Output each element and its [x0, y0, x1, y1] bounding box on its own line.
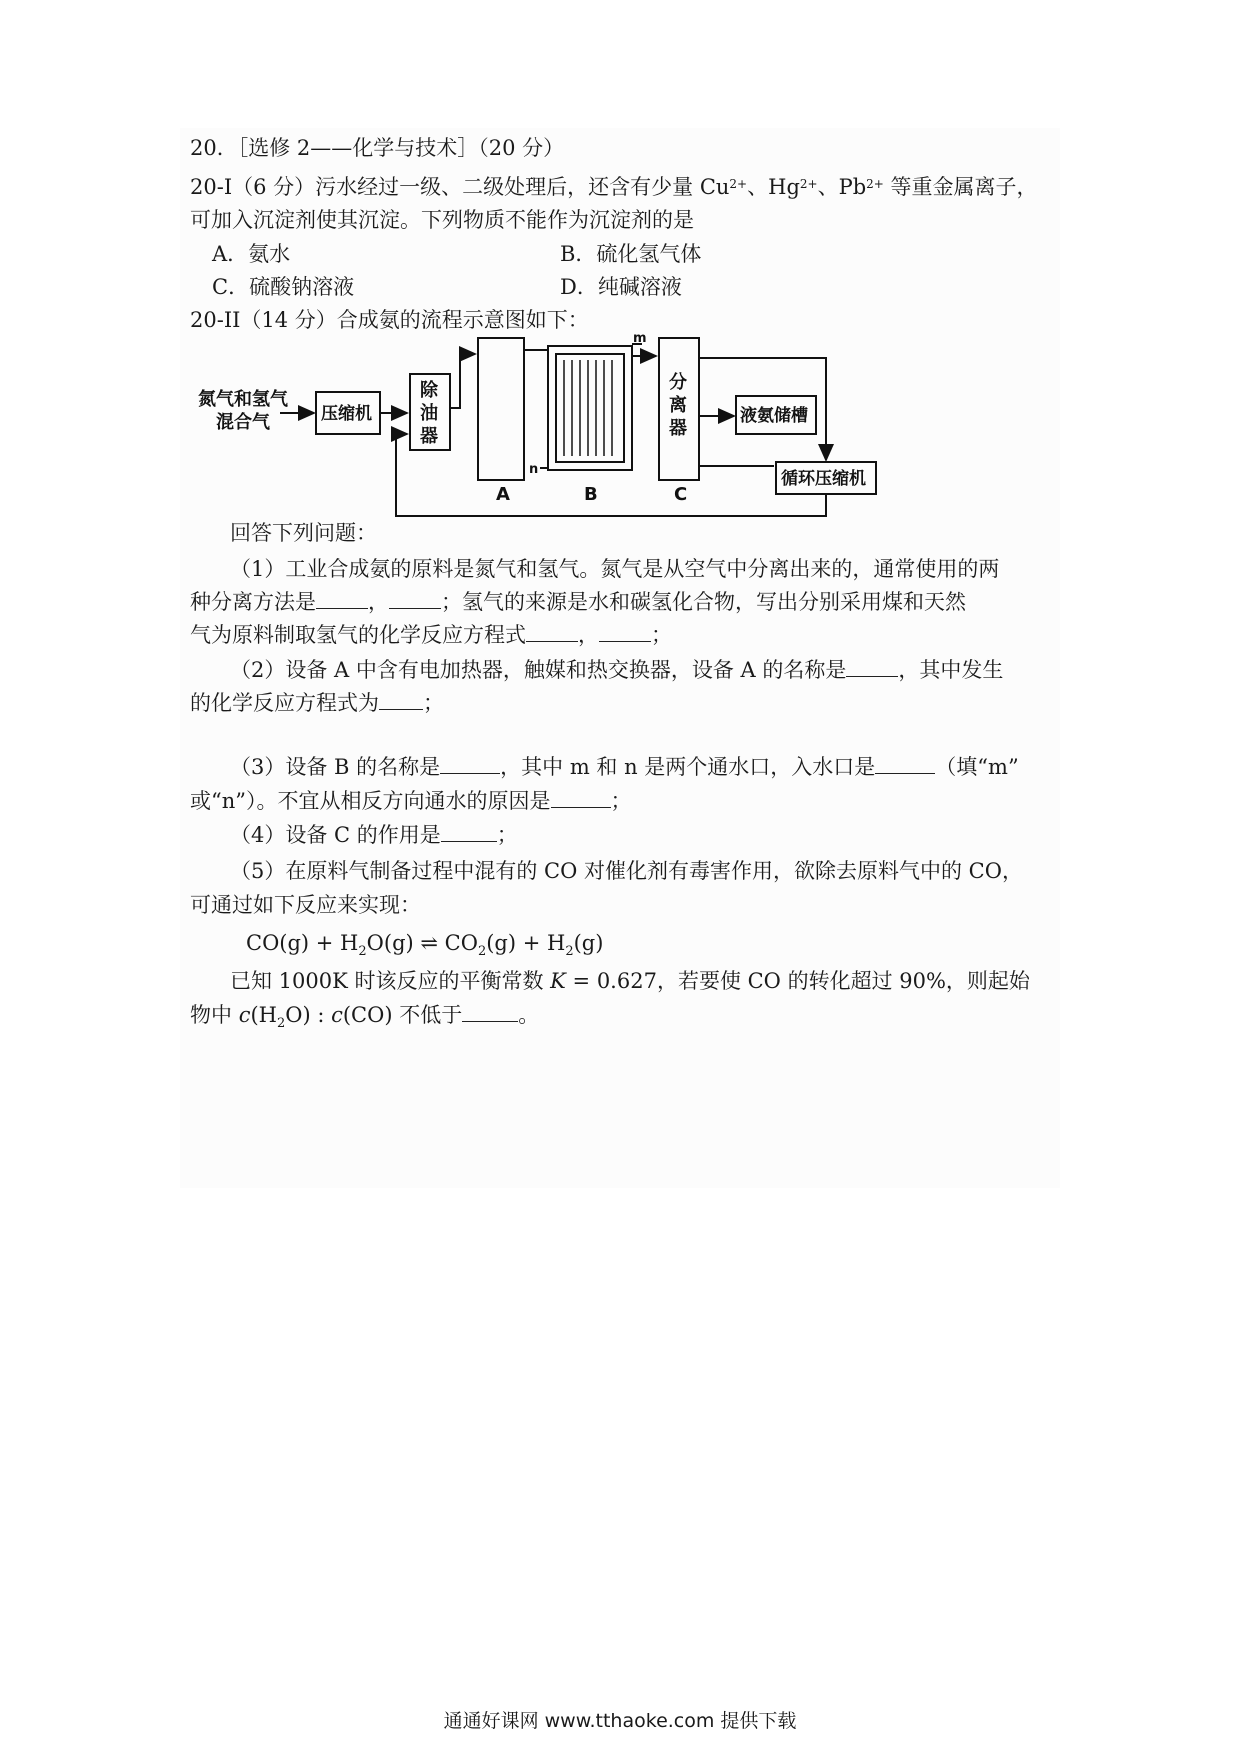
blank-3[interactable] — [526, 621, 578, 642]
label-a: A — [496, 484, 510, 505]
blank-6[interactable] — [379, 689, 423, 710]
compressor-label: 压缩机 — [321, 404, 372, 424]
q5-line2: 可通过如下反应来实现： — [190, 893, 421, 917]
label-b: B — [584, 484, 598, 505]
deoiler-char-1: 除 — [420, 380, 438, 401]
option-a: A．氨水 — [212, 242, 291, 266]
label-c: C — [674, 484, 688, 505]
prompt: 回答下列问题： — [230, 521, 377, 545]
blank-2[interactable] — [389, 588, 441, 609]
deoiler-char-3: 器 — [420, 426, 438, 447]
equilibrium-equation: $CO(g) + H_2O(g)$ ⇌ $CO_2(g) + H_2(g)$ — [246, 931, 604, 960]
q5-line1: （5）在原料气制备过程中混有的 CO 对催化剂有毒害作用，欲除去原料气中的 CO， — [230, 859, 1023, 883]
option-d: D．纯碱溶液 — [560, 275, 682, 299]
q2-line1: （2）设备 A 中含有电加热器，触媒和热交换器，设备 A 的名称是 ，其中发生 — [230, 658, 1004, 682]
part2-title: 20-II（14 分）合成氨的流程示意图如下： — [190, 308, 589, 332]
separator-char-3: 器 — [669, 418, 687, 439]
blank-5[interactable] — [846, 656, 898, 677]
blank-8[interactable] — [875, 753, 935, 774]
blank-7[interactable] — [440, 753, 500, 774]
ammonia-synthesis-flow-diagram — [198, 331, 970, 580]
footer-watermark: 通通好课网 www.tthaoke.com 提供下载 — [443, 1710, 797, 1732]
part1-stem-line1: 20-I（6 分）污水经过一级、二级处理后，还含有少量 $Cu^{2+}$、$Hg^{2+}$、$Pb^{2+}$ 等重金属离子， — [190, 175, 1038, 199]
feed-label-line1: 氮气和氢气 — [198, 389, 288, 410]
q3-line2: 或“n”）。不宜从相反方向通水的原因是 ； — [190, 789, 632, 813]
blank-4[interactable] — [599, 621, 651, 642]
blank-9[interactable] — [551, 787, 611, 808]
q5-line3: 已知 1000K 时该反应的平衡常数 K = 0.627，若要使 CO 的转化超过 90%，则起始 — [230, 969, 1030, 993]
part1-stem-line2: 可加入沉淀剂使其沉淀。下列物质不能作为沉淀剂的是 — [190, 208, 694, 232]
q1-line2: 种分离方法是 ， ；氢气的来源是水和碳氢化合物，写出分别采用煤和天然 — [190, 590, 966, 614]
port-m: m — [633, 331, 647, 346]
blank-1[interactable] — [316, 588, 368, 609]
blank-10[interactable] — [441, 821, 497, 842]
feed-label-line2: 混合气 — [216, 412, 270, 433]
section-header: 20．［选修 2——化学与技术］（20 分） — [190, 136, 565, 160]
q1-line1: （1）工业合成氨的原料是氮气和氢气。氮气是从空气中分离出来的，通常使用的两 — [230, 557, 1000, 581]
option-b: B．硫化氢气体 — [560, 242, 702, 266]
port-n: n — [529, 462, 539, 477]
deoiler-char-2: 油 — [420, 403, 438, 424]
recycle-label: 循环压缩机 — [781, 469, 866, 489]
blank-11[interactable] — [462, 1001, 518, 1022]
q5-line4: 物中 $c(H_2O)$ : c(CO) 不低于 。 — [190, 1003, 540, 1032]
q2-line2: 的化学反应方程式为 ； — [190, 691, 444, 715]
q3-line1: （3）设备 B 的名称是 ，其中 m 和 n 是两个通水口，入水口是 （填“m” — [230, 755, 1019, 779]
separator-char-2: 离 — [669, 395, 687, 416]
tank-label: 液氨储槽 — [740, 406, 808, 426]
q1-line3: 气为原料制取氢气的化学反应方程式 ， ； — [190, 623, 672, 647]
q4-line: （4）设备 C 的作用是 ； — [230, 823, 518, 847]
separator-char-1: 分 — [669, 372, 687, 393]
option-c: C．硫酸钠溶液 — [212, 275, 355, 299]
